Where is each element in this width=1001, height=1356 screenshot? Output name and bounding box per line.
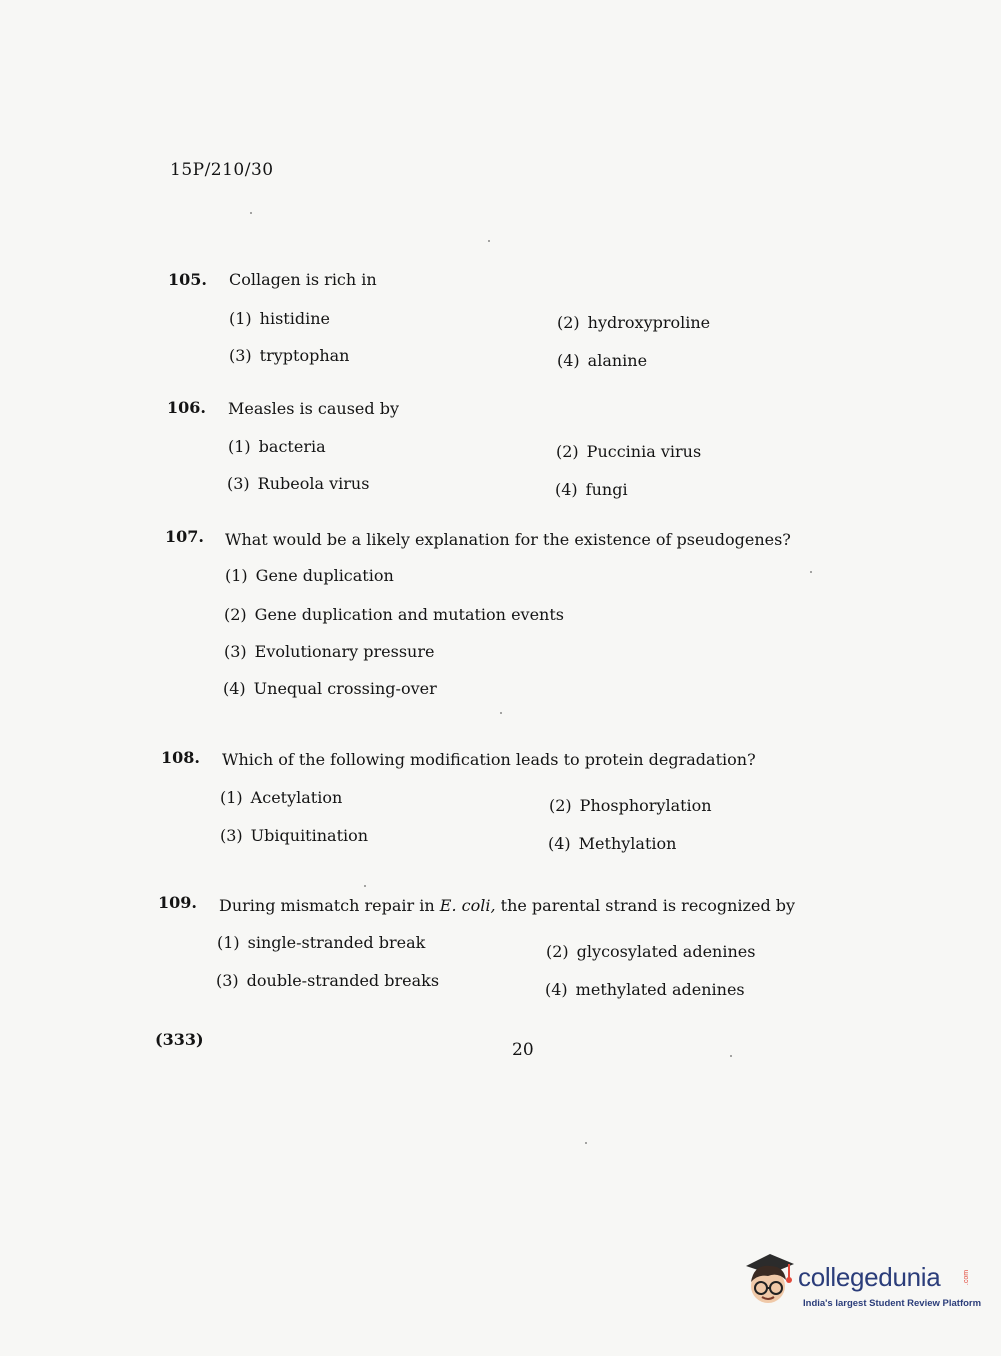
question-text-part: During mismatch repair in <box>219 896 440 915</box>
question-number: 107. <box>165 527 204 546</box>
option-number: (3) <box>220 826 243 845</box>
option-4 <box>557 351 647 370</box>
option-number: (2) <box>546 942 569 961</box>
scan-speck <box>810 571 812 573</box>
question-number: 109. <box>158 893 197 912</box>
scan-speck <box>730 1055 732 1057</box>
option-number: (1) <box>217 933 240 952</box>
option-4 <box>545 980 745 999</box>
option-number: (2) <box>557 313 580 332</box>
option-text: double-stranded breaks <box>246 971 440 990</box>
option-2 <box>546 942 755 961</box>
option-text: bacteria <box>258 437 326 456</box>
option-number: (3) <box>227 474 250 493</box>
option-2 <box>224 605 564 624</box>
brand-domain: .com <box>963 1269 971 1286</box>
question-text <box>219 896 795 915</box>
option-number: (1) <box>228 437 251 456</box>
option-text: histidine <box>259 309 330 328</box>
option-1 <box>220 788 342 807</box>
question-number: 106. <box>167 398 206 417</box>
page-number: 20 <box>512 1040 534 1060</box>
option-3 <box>216 971 439 990</box>
question-text: Which of the following modification leads to protein degradation? <box>222 750 756 769</box>
option-number: (4) <box>548 834 571 853</box>
option-number: (3) <box>229 346 252 365</box>
mascot-icon <box>740 1250 800 1312</box>
option-number: (1) <box>229 309 252 328</box>
scan-speck <box>488 240 490 242</box>
option-text: alanine <box>587 351 648 370</box>
option-2 <box>556 442 701 461</box>
scan-speck <box>500 712 502 714</box>
scan-speck <box>364 885 366 887</box>
option-text: Rubeola virus <box>257 474 370 493</box>
option-4 <box>548 834 676 853</box>
question-text: What would be a likely explanation for the existence of pseudogenes? <box>225 530 791 549</box>
option-text: single-stranded break <box>247 933 426 952</box>
option-text: Evolutionary pressure <box>254 642 435 661</box>
option-text: glycosylated adenines <box>576 942 756 961</box>
option-3 <box>229 346 349 365</box>
option-text: Phosphorylation <box>579 796 712 815</box>
option-text: tryptophan <box>259 346 350 365</box>
option-number: (3) <box>216 971 239 990</box>
scan-speck <box>250 212 252 214</box>
option-3 <box>224 642 434 661</box>
option-2 <box>557 313 710 332</box>
option-text: Gene duplication and mutation events <box>254 605 564 624</box>
option-text: Unequal crossing-over <box>253 679 437 698</box>
question-number: 108. <box>161 748 200 767</box>
option-1 <box>229 309 330 328</box>
option-1 <box>228 437 326 456</box>
option-text: Puccinia virus <box>586 442 702 461</box>
option-number: (4) <box>223 679 246 698</box>
question-number: 105. <box>168 270 207 289</box>
option-text: Ubiquitination <box>250 826 369 845</box>
option-number: (2) <box>556 442 579 461</box>
option-text: methylated adenines <box>575 980 745 999</box>
option-number: (1) <box>225 566 248 585</box>
option-number: (4) <box>557 351 580 370</box>
option-4 <box>555 480 628 499</box>
question-text-part: the parental strand is recognized by <box>495 896 796 915</box>
option-number: (1) <box>220 788 243 807</box>
brand-name: collegedunia <box>798 1262 941 1292</box>
option-3 <box>220 826 368 845</box>
question-text: Measles is caused by <box>228 399 399 418</box>
option-4 <box>223 679 437 698</box>
option-1 <box>217 933 425 952</box>
option-number: (2) <box>549 796 572 815</box>
option-2 <box>549 796 712 815</box>
option-text: hydroxyproline <box>587 313 711 332</box>
option-text: fungi <box>585 480 628 499</box>
option-number: (3) <box>224 642 247 661</box>
option-text: Gene duplication <box>255 566 394 585</box>
option-text: Acetylation <box>250 788 343 807</box>
option-number: (4) <box>545 980 568 999</box>
option-number: (4) <box>555 480 578 499</box>
scan-speck <box>585 1142 587 1144</box>
brand-tagline: India's largest Student Review Platform <box>803 1298 982 1309</box>
paper-code: 15P/210/30 <box>170 160 274 180</box>
question-text: Collagen is rich in <box>229 270 377 289</box>
booklet-code: (333) <box>155 1030 204 1049</box>
option-3 <box>227 474 369 493</box>
organism-name: E. coli, <box>439 896 496 915</box>
option-number: (2) <box>224 605 247 624</box>
option-1 <box>225 566 394 585</box>
option-text: Methylation <box>578 834 677 853</box>
